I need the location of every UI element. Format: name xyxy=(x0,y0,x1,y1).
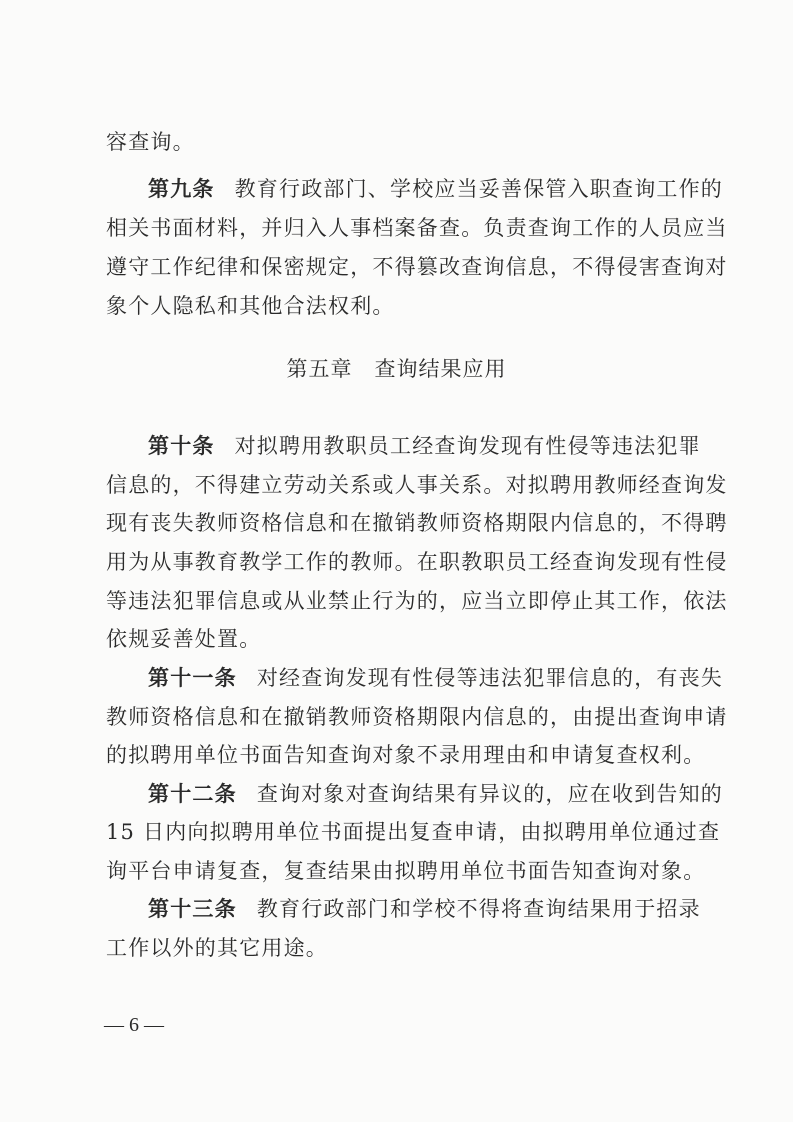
chapter-number: 第五章 xyxy=(286,357,353,381)
article-heading: 第十二条 xyxy=(148,782,237,806)
article-9-first-line xyxy=(148,175,724,203)
article-heading: 第十条 xyxy=(148,434,215,458)
text-line: 工作以外的其它用途。 xyxy=(106,936,328,960)
text-line: 15 日内向拟聘用单位书面提出复查申请，由拟聘用单位通过查 xyxy=(106,820,721,844)
article-heading: 第九条 xyxy=(148,177,215,201)
article-10-first-line xyxy=(148,432,701,460)
text-line: 现有丧失教师资格信息和在撤销教师资格期限内信息的，不得聘 xyxy=(106,511,728,535)
text-line: 相关书面材料，并归入人事档案备查。负责查询工作的人员应当 xyxy=(106,216,728,240)
chapter-title xyxy=(0,355,793,383)
article-13-first-line xyxy=(148,895,701,923)
text-line: 教育行政部门、学校应当妥善保管入职查询工作的 xyxy=(234,177,724,201)
text-line: 对经查询发现有性侵等违法犯罪信息的，有丧失 xyxy=(256,666,724,690)
article-heading: 第十三条 xyxy=(148,897,237,921)
text-line: 教育行政部门和学校不得将查询结果用于招录 xyxy=(256,897,701,921)
text-line: 查询对象对查询结果有异议的，应在收到告知的 xyxy=(256,782,724,806)
text-line: 信息的，不得建立劳动关系或人事关系。对拟聘用教师经查询发 xyxy=(106,473,728,497)
article-11-first-line xyxy=(148,664,724,692)
page-number: — 6 — xyxy=(104,1014,164,1036)
article-12-first-line xyxy=(148,780,724,808)
text-line: 依规妥善处置。 xyxy=(106,627,262,651)
text-line: 教师资格信息和在撤销教师资格期限内信息的，由提出查询申请 xyxy=(106,705,728,729)
text-line: 象个人隐私和其他合法权利。 xyxy=(106,294,395,318)
text-line: 用为从事教育教学工作的教师。在职教职员工经查询发现有性侵 xyxy=(106,550,728,574)
text-line: 的拟聘用单位书面告知查询对象不录用理由和申请复查权利。 xyxy=(106,743,706,767)
text-line: 遵守工作纪律和保密规定，不得篡改查询信息，不得侵害查询对 xyxy=(106,255,728,279)
text-line: 容查询。 xyxy=(106,130,195,154)
text-line: 询平台申请复查，复查结果由拟聘用单位书面告知查询对象。 xyxy=(106,859,706,883)
chapter-name: 查询结果应用 xyxy=(374,357,507,381)
text-line: 对拟聘用教职员工经查询发现有性侵等违法犯罪 xyxy=(234,434,701,458)
article-heading: 第十一条 xyxy=(148,666,237,690)
text-line: 等违法犯罪信息或从业禁止行为的，应当立即停止其工作，依法 xyxy=(106,589,728,613)
